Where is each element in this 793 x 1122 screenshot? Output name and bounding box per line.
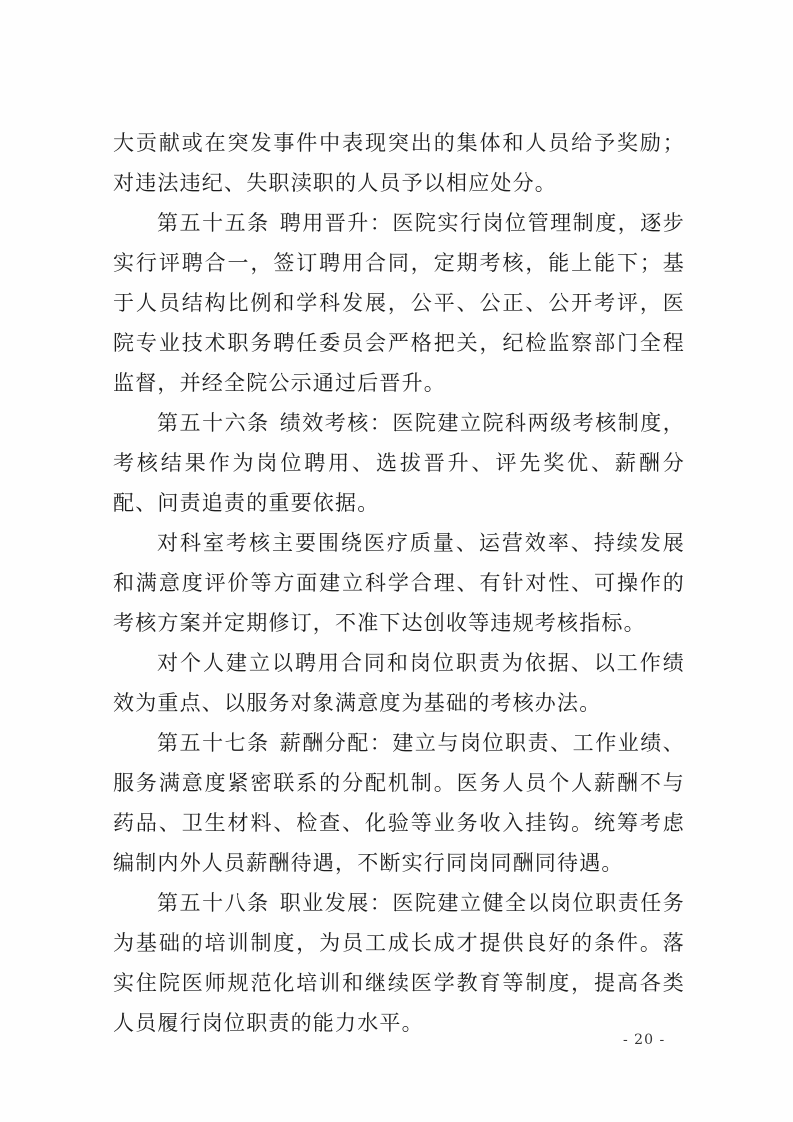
paragraph-text: 对个人建立以聘用合同和岗位职责为依据、以工作绩效为重点、以服务对象满意度为基础的考核办法。: [113, 651, 685, 715]
article-number: 第五十六条: [157, 411, 270, 435]
article-57-paragraph: [113, 723, 685, 883]
paragraph-text: 对科室考核主要围绕医疗质量、运营效率、持续发展和满意度评价等方面建立科学合理、有针对性、可操作的考核方案并定期修订，不准下达创收等违规考核指标。: [113, 531, 685, 635]
paragraph-text: 绩效考核：医院建立院科两级考核制度，考核结果作为岗位聘用、选拔晋升、评先奖优、薪酬分配、问责追责的重要依据。: [113, 411, 685, 515]
article-number: 第五十七条: [157, 731, 270, 755]
paragraph-text: 聘用晋升：医院实行岗位管理制度，逐步实行评聘合一，签订聘用合同，定期考核，能上能下；基于人员结构比例和学科发展，公平、公正、公开考评，医院专业技术职务聘任委员会严格把关，纪检监察部门全程监督，并经全院公示通过后晋升。: [113, 211, 685, 395]
article-number: 第五十五条: [157, 211, 270, 235]
article-number: 第五十八条: [157, 891, 270, 915]
document-body: [113, 123, 685, 1043]
article-55-paragraph: [113, 203, 685, 403]
individual-assessment-paragraph: [113, 643, 685, 723]
article-58-paragraph: [113, 883, 685, 1043]
article-56-paragraph: [113, 403, 685, 523]
paragraph-continuation: [113, 123, 685, 203]
paragraph-text: 大贡献或在突发事件中表现突出的集体和人员给予奖励；对违法违纪、失职渎职的人员予以相应处分。: [113, 131, 685, 195]
paragraph-text: 薪酬分配：建立与岗位职责、工作业绩、服务满意度紧密联系的分配机制。医务人员个人薪酬不与药品、卫生材料、检查、化验等业务收入挂钩。统筹考虑编制内外人员薪酬待遇，不断实行同岗同酬同待遇。: [113, 731, 685, 875]
department-assessment-paragraph: [113, 523, 685, 643]
page-number: - 20 -: [623, 1032, 666, 1048]
paragraph-text: 职业发展：医院建立健全以岗位职责任务为基础的培训制度，为员工成长成才提供良好的条件。落实住院医师规范化培训和继续医学教育等制度，提高各类人员履行岗位职责的能力水平。: [113, 891, 685, 1035]
